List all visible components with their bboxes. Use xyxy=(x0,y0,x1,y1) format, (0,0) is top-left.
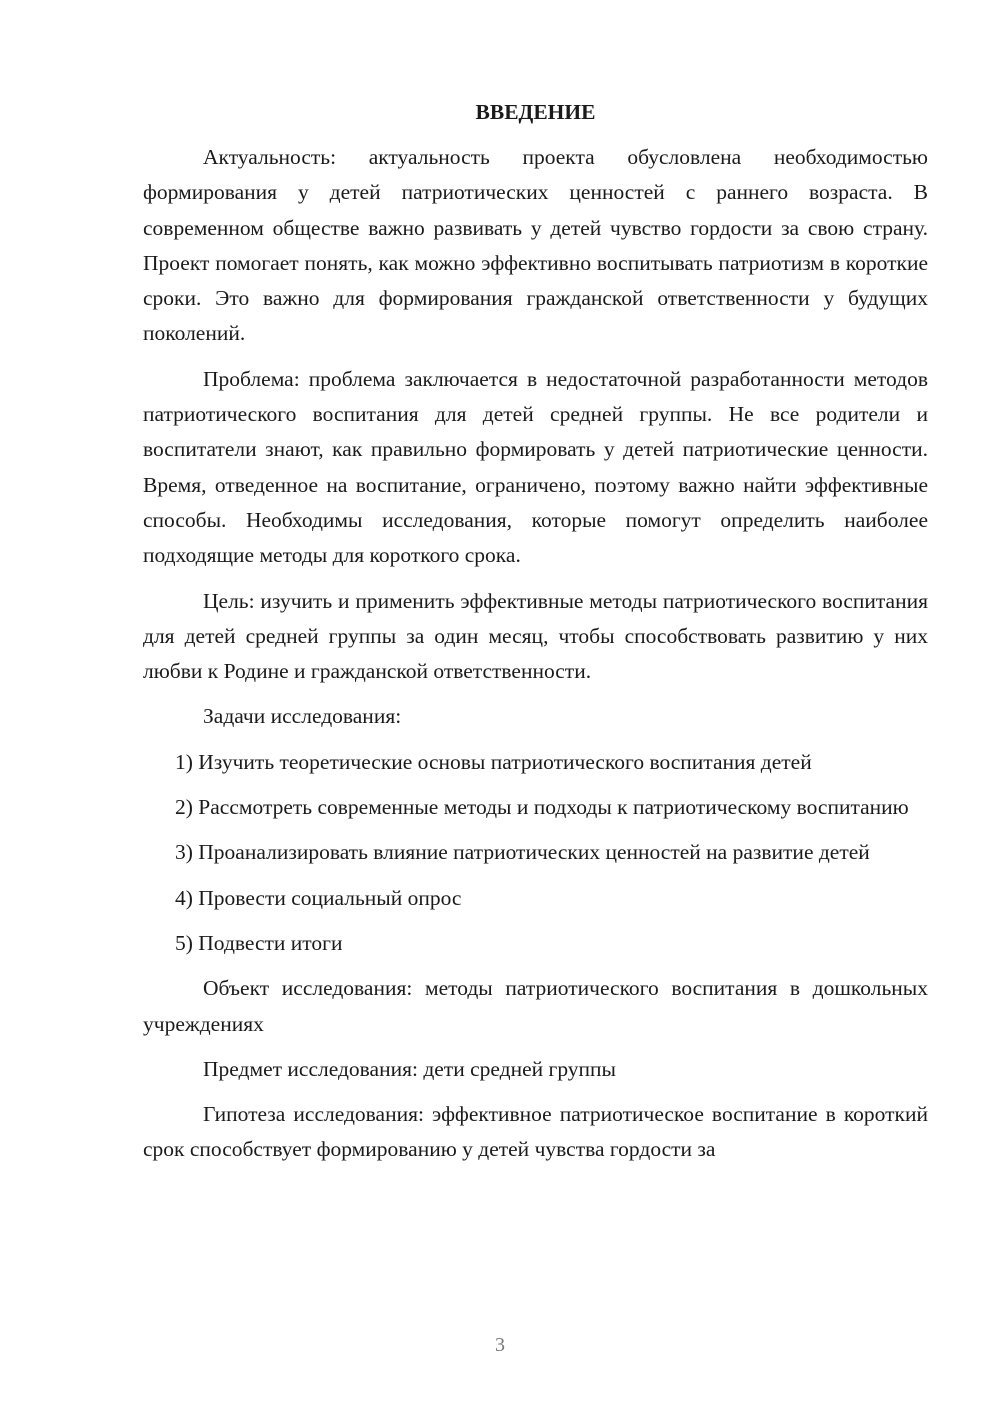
list-item-task-2: 2) Рассмотреть современные методы и подходы к патриотическому воспитанию xyxy=(175,795,909,820)
list-item-task-3: 3) Проанализировать влияние патриотических ценностей на развитие детей xyxy=(175,840,870,865)
paragraph-object: Объект исследования: методы патриотического воспитания в дошкольных учреждениях xyxy=(143,976,928,1036)
page-content xyxy=(143,96,928,1178)
page-number: 3 xyxy=(495,1334,505,1356)
list-item-task-1: 1) Изучить теоретические основы патриотического воспитания детей xyxy=(175,749,812,774)
list-item-task-5: 5) Подвести итоги xyxy=(175,930,343,955)
tasks-heading: Задачи исследования: xyxy=(203,704,402,729)
paragraph-relevance: Актуальность: актуальность проекта обусловлена необходимостью формирования у детей патриотических ценностей с раннего возраста. В современном обществе важно развивать у детей чувство гордости за свою страну. Проект помогает понять, как можно эффективно воспитывать патриотизм в короткие сроки. Это важно для формирования гражданской ответственности у будущих поколений. xyxy=(143,145,928,346)
paragraph-goal: Цель: изучить и применить эффективные методы патриотического воспитания для детей средней группы за один месяц, чтобы способствовать развитию у них любви к Родине и гражданской ответственности. xyxy=(143,588,928,684)
paragraph-subject: Предмет исследования: дети средней группы xyxy=(203,1056,616,1081)
list-item-task-4: 4) Провести социальный опрос xyxy=(175,885,462,910)
tasks-list xyxy=(143,745,928,961)
section-title: ВВЕДЕНИЕ xyxy=(475,100,596,124)
paragraph-hypothesis: Гипотеза исследования: эффективное патриотическое воспитание в короткий срок способствует формированию у детей чувства гордости за xyxy=(143,1102,928,1162)
paragraph-problem: Проблема: проблема заключается в недостаточной разработанности методов патриотического воспитания для детей средней группы. Не все родители и воспитатели знают, как правильно формировать у детей патриотические ценности. Время, отведенное на воспитание, ограничено, поэтому важно найти эффективные способы. Необходимы исследования, которые помогут определить наиболее подходящие методы для короткого срока. xyxy=(143,366,928,568)
